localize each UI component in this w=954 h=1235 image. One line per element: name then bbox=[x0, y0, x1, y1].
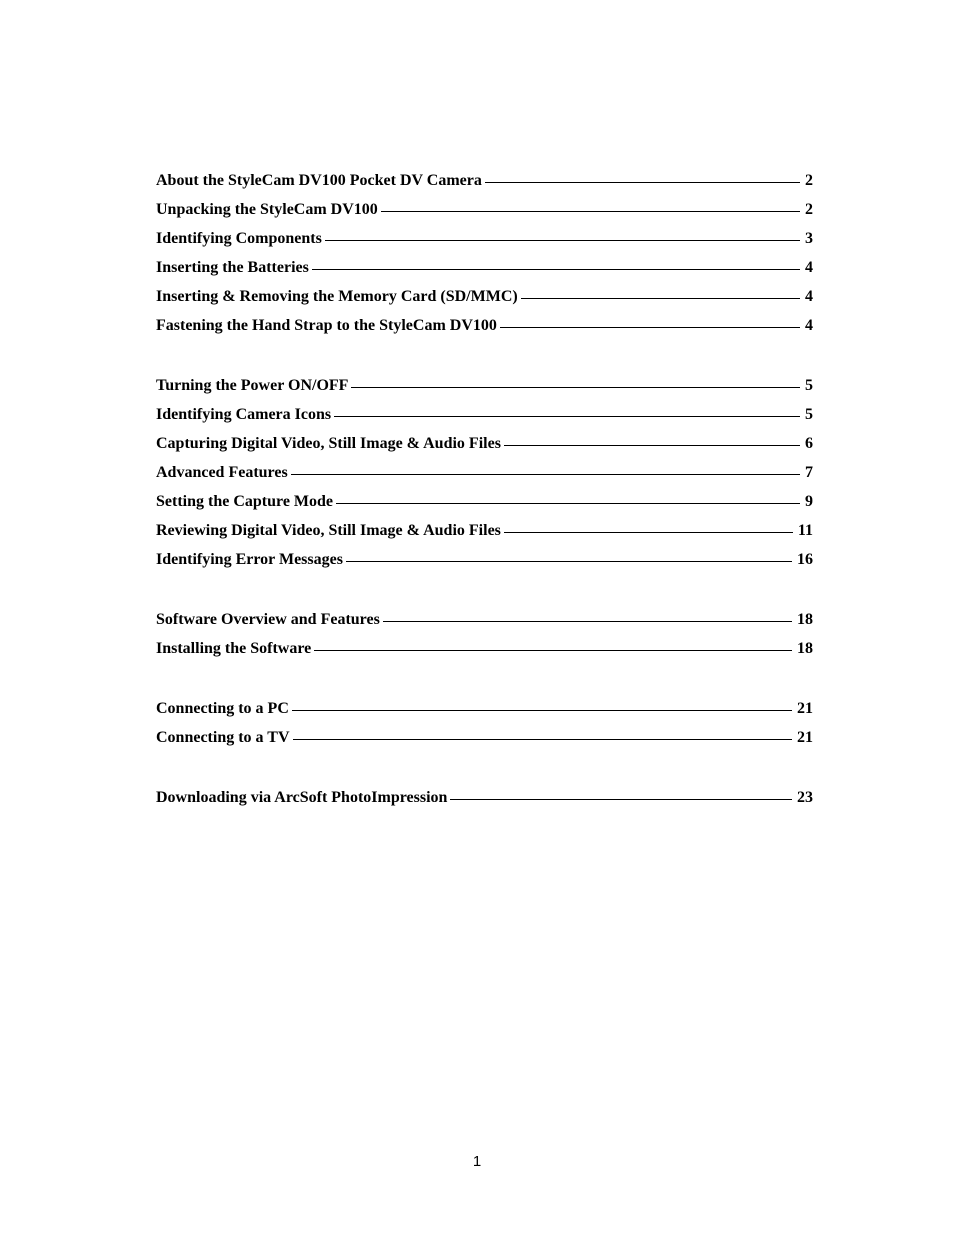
toc-group bbox=[156, 700, 813, 758]
toc-entry[interactable] bbox=[156, 700, 813, 729]
toc-entry-page: 3 bbox=[805, 230, 813, 247]
toc-leader-line bbox=[450, 799, 792, 800]
toc-entry[interactable] bbox=[156, 640, 813, 669]
toc-entry-page: 2 bbox=[805, 172, 813, 189]
toc-entry-page: 7 bbox=[805, 464, 813, 481]
toc-entry-page: 11 bbox=[797, 522, 813, 539]
toc-entry-page: 4 bbox=[805, 288, 813, 305]
toc-entry-title: Unpacking the StyleCam DV100 bbox=[156, 201, 378, 218]
toc-group bbox=[156, 172, 813, 346]
toc-entry[interactable] bbox=[156, 317, 813, 346]
toc-entry-page: 6 bbox=[805, 435, 813, 452]
toc-entry[interactable] bbox=[156, 522, 813, 551]
toc-entry[interactable] bbox=[156, 288, 813, 317]
toc-entry-page: 5 bbox=[805, 406, 813, 423]
toc-entry-title: Capturing Digital Video, Still Image & Audio Files bbox=[156, 435, 501, 452]
toc-entry-title: Connecting to a TV bbox=[156, 729, 290, 746]
toc-entry[interactable] bbox=[156, 611, 813, 640]
toc-entry[interactable] bbox=[156, 464, 813, 493]
toc-entry-page: 18 bbox=[797, 640, 813, 657]
toc-entry-page: 23 bbox=[797, 789, 813, 806]
toc-entry[interactable] bbox=[156, 551, 813, 580]
toc-entry-title: Turning the Power ON/OFF bbox=[156, 377, 349, 394]
toc-entry[interactable] bbox=[156, 435, 813, 464]
toc-leader-line bbox=[504, 532, 793, 533]
toc-entry-page: 4 bbox=[805, 259, 813, 276]
toc-entry-title: Advanced Features bbox=[156, 464, 288, 481]
toc-leader-line bbox=[312, 269, 800, 270]
toc-leader-line bbox=[500, 327, 800, 328]
toc-entry[interactable] bbox=[156, 789, 813, 818]
toc-leader-line bbox=[383, 621, 792, 622]
toc-entry[interactable] bbox=[156, 172, 813, 201]
toc-entry-page: 21 bbox=[797, 700, 813, 717]
toc-entry-page: 9 bbox=[805, 493, 813, 510]
toc-entry-title: About the StyleCam DV100 Pocket DV Camera bbox=[156, 172, 482, 189]
toc-leader-line bbox=[325, 240, 800, 241]
toc-entry[interactable] bbox=[156, 406, 813, 435]
toc-entry-title: Inserting the Batteries bbox=[156, 259, 309, 276]
toc-entry[interactable] bbox=[156, 493, 813, 522]
toc-entry[interactable] bbox=[156, 377, 813, 406]
toc-entry-title: Identifying Camera Icons bbox=[156, 406, 332, 423]
toc-leader-line bbox=[334, 416, 800, 417]
toc-leader-line bbox=[381, 211, 800, 212]
toc-entry-page: 21 bbox=[797, 729, 813, 746]
toc-group bbox=[156, 611, 813, 669]
toc-group bbox=[156, 789, 813, 818]
toc-entry-title: Fastening the Hand Strap to the StyleCam DV100 bbox=[156, 317, 497, 334]
toc-entry-title: Identifying Error Messages bbox=[156, 551, 343, 568]
toc-entry[interactable] bbox=[156, 230, 813, 259]
toc-leader-line bbox=[485, 182, 800, 183]
toc-leader-line bbox=[521, 298, 800, 299]
toc-entry-title: Setting the Capture Mode bbox=[156, 493, 334, 510]
toc-entry-page: 4 bbox=[805, 317, 813, 334]
toc-entry-title: Connecting to a PC bbox=[156, 700, 289, 717]
toc-entry-page: 5 bbox=[805, 377, 813, 394]
toc-leader-line bbox=[336, 503, 800, 504]
toc-entry-title: Installing the Software bbox=[156, 640, 312, 657]
toc-leader-line bbox=[291, 474, 800, 475]
toc-entry[interactable] bbox=[156, 729, 813, 758]
toc-entry-title: Identifying Components bbox=[156, 230, 322, 247]
toc-leader-line bbox=[314, 650, 792, 651]
toc-entry[interactable] bbox=[156, 259, 813, 288]
toc-leader-line bbox=[504, 445, 800, 446]
toc-entry-title: Reviewing Digital Video, Still Image & Audio Files bbox=[156, 522, 501, 539]
toc-entry-page: 16 bbox=[797, 551, 813, 568]
toc-entry[interactable] bbox=[156, 201, 813, 230]
toc-leader-line bbox=[292, 710, 792, 711]
table-of-contents bbox=[156, 172, 813, 818]
toc-leader-line bbox=[346, 561, 792, 562]
toc-entry-page: 18 bbox=[797, 611, 813, 628]
toc-leader-line bbox=[293, 739, 793, 740]
toc-group bbox=[156, 377, 813, 580]
toc-entry-title: Inserting & Removing the Memory Card (SD/MMC) bbox=[156, 288, 518, 305]
toc-entry-page: 2 bbox=[805, 201, 813, 218]
page-number: 1 bbox=[472, 1153, 482, 1170]
toc-leader-line bbox=[351, 387, 800, 388]
toc-entry-title: Downloading via ArcSoft PhotoImpression bbox=[156, 789, 448, 806]
toc-entry-title: Software Overview and Features bbox=[156, 611, 380, 628]
